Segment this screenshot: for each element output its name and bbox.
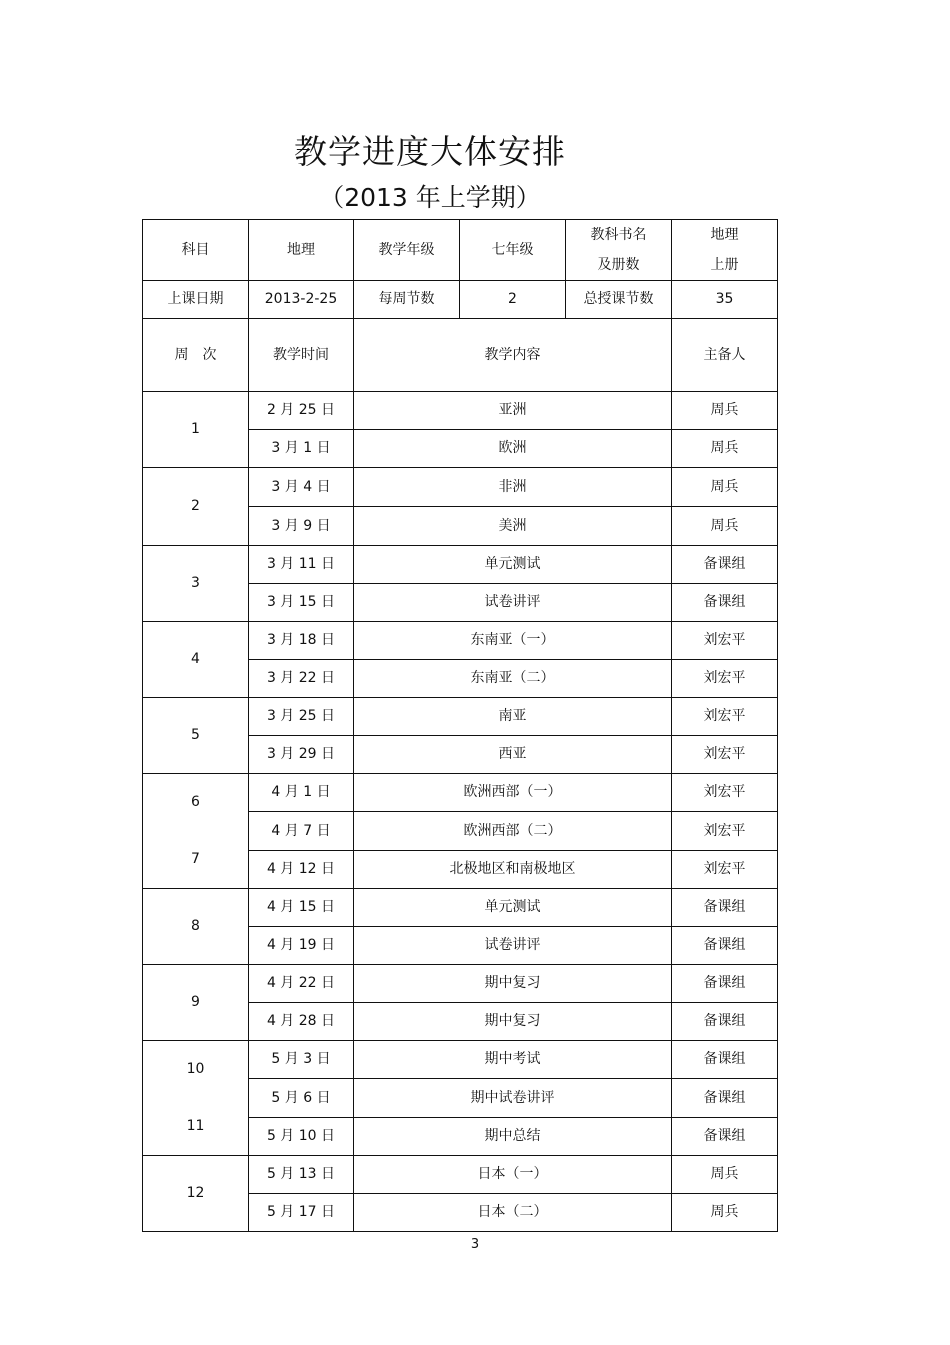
date-cell: 4 月 7 日: [249, 812, 354, 850]
week-label: 10: [186, 1061, 205, 1078]
total-lessons-label: 总授课节数: [566, 281, 672, 319]
lead-cell: 备课组: [672, 965, 778, 1003]
week-label: 11: [186, 1118, 205, 1135]
content-cell: 北极地区和南极地区: [354, 850, 672, 888]
content-cell: 期中复习: [354, 1003, 672, 1041]
lead-cell: 刘宏平: [672, 660, 778, 698]
lead-cell: 刘宏平: [672, 812, 778, 850]
content-cell: 美洲: [354, 507, 672, 546]
content-cell: 试卷讲评: [354, 584, 672, 622]
week-label: 7: [191, 851, 200, 868]
content-cell: 东南亚（二）: [354, 660, 672, 698]
lead-cell: 周兵: [672, 392, 778, 430]
lead-cell: 备课组: [672, 889, 778, 927]
week-cell-merged: [143, 774, 249, 889]
content-cell: 单元测试: [354, 889, 672, 927]
content-cell: 非洲: [354, 468, 672, 507]
week-cell-merged: [143, 1041, 249, 1156]
weekly-lessons-label: 每周节数: [354, 281, 460, 319]
week-cell: 2: [143, 468, 249, 546]
schedule-table: [142, 219, 778, 1232]
content-cell: 期中考试: [354, 1041, 672, 1079]
date-cell: 4 月 15 日: [249, 889, 354, 927]
lead-cell: 备课组: [672, 1079, 778, 1117]
lead-cell: 刘宏平: [672, 774, 778, 812]
date-cell: 3 月 29 日: [249, 736, 354, 774]
start-date-label: 上课日期: [143, 281, 249, 319]
date-cell: 5 月 17 日: [249, 1194, 354, 1232]
content-cell: 东南亚（一）: [354, 622, 672, 660]
date-cell: 3 月 15 日: [249, 584, 354, 622]
header-week: 周 次: [143, 319, 249, 392]
lead-cell: 备课组: [672, 1041, 778, 1079]
lead-cell: 周兵: [672, 1156, 778, 1194]
week-label: 6: [191, 794, 200, 811]
content-cell: 欧洲: [354, 430, 672, 468]
header-row: [143, 319, 778, 392]
table-row: [143, 546, 778, 584]
week-cell: 12: [143, 1156, 249, 1232]
date-cell: 5 月 3 日: [249, 1041, 354, 1079]
lead-cell: 周兵: [672, 1194, 778, 1232]
lead-cell: 备课组: [672, 1003, 778, 1041]
lead-cell: 备课组: [672, 1117, 778, 1155]
lead-cell: 周兵: [672, 430, 778, 468]
date-cell: 3 月 11 日: [249, 546, 354, 584]
week-cell: 3: [143, 546, 249, 622]
date-cell: 5 月 10 日: [249, 1117, 354, 1155]
header-lead: 主备人: [672, 319, 778, 392]
date-cell: 3 月 25 日: [249, 698, 354, 736]
date-cell: 4 月 19 日: [249, 927, 354, 965]
info-row-2: [143, 281, 778, 319]
table-row: [143, 1041, 778, 1079]
date-cell: 4 月 12 日: [249, 850, 354, 888]
week-cell: 5: [143, 698, 249, 774]
lead-cell: 刘宏平: [672, 736, 778, 774]
table-row: [143, 965, 778, 1003]
content-cell: 期中复习: [354, 965, 672, 1003]
week-cell: 4: [143, 622, 249, 698]
content-cell: 日本（一）: [354, 1156, 672, 1194]
header-content: 教学内容: [354, 319, 672, 392]
date-cell: 5 月 6 日: [249, 1079, 354, 1117]
date-cell: 3 月 22 日: [249, 660, 354, 698]
subject-value: 地理: [249, 220, 354, 281]
content-cell: 日本（二）: [354, 1194, 672, 1232]
lead-cell: 备课组: [672, 546, 778, 584]
grade-value: 七年级: [460, 220, 566, 281]
grade-label: 教学年级: [354, 220, 460, 281]
date-cell: 4 月 1 日: [249, 774, 354, 812]
total-lessons-value: 35: [672, 281, 778, 319]
lead-cell: 周兵: [672, 468, 778, 507]
header-time: 教学时间: [249, 319, 354, 392]
page-subtitle: （2013 年上学期）: [319, 183, 541, 212]
content-cell: 西亚: [354, 736, 672, 774]
week-cell: 9: [143, 965, 249, 1041]
start-date-value: 2013-2-25: [249, 281, 354, 319]
week-cell: 1: [143, 392, 249, 468]
weekly-lessons-value: 2: [460, 281, 566, 319]
content-cell: 试卷讲评: [354, 927, 672, 965]
book-label: 教科书名 及册数: [566, 220, 672, 281]
table-row: [143, 468, 778, 507]
table-row: [143, 698, 778, 736]
page-title: 教学进度大体安排: [294, 132, 566, 171]
date-cell: 3 月 4 日: [249, 468, 354, 507]
content-cell: 欧洲西部（一）: [354, 774, 672, 812]
date-cell: 3 月 9 日: [249, 507, 354, 546]
lead-cell: 刘宏平: [672, 850, 778, 888]
table-row: [143, 774, 778, 812]
date-cell: 3 月 1 日: [249, 430, 354, 468]
lead-cell: 刘宏平: [672, 622, 778, 660]
lead-cell: 刘宏平: [672, 698, 778, 736]
content-cell: 单元测试: [354, 546, 672, 584]
date-cell: 4 月 28 日: [249, 1003, 354, 1041]
date-cell: 3 月 18 日: [249, 622, 354, 660]
lead-cell: 备课组: [672, 927, 778, 965]
content-cell: 期中总结: [354, 1117, 672, 1155]
week-cell: 8: [143, 889, 249, 965]
date-cell: 2 月 25 日: [249, 392, 354, 430]
lead-cell: 备课组: [672, 584, 778, 622]
page-number: 3: [470, 1237, 480, 1252]
book-value: 地理 上册: [672, 220, 778, 281]
info-row-1: [143, 220, 778, 281]
table-row: [143, 889, 778, 927]
content-cell: 欧洲西部（二）: [354, 812, 672, 850]
date-cell: 5 月 13 日: [249, 1156, 354, 1194]
date-cell: 4 月 22 日: [249, 965, 354, 1003]
table-row: [143, 392, 778, 430]
content-cell: 南亚: [354, 698, 672, 736]
content-cell: 亚洲: [354, 392, 672, 430]
table-row: [143, 1156, 778, 1194]
table-row: [143, 622, 778, 660]
content-cell: 期中试卷讲评: [354, 1079, 672, 1117]
lead-cell: 周兵: [672, 507, 778, 546]
subject-label: 科目: [143, 220, 249, 281]
